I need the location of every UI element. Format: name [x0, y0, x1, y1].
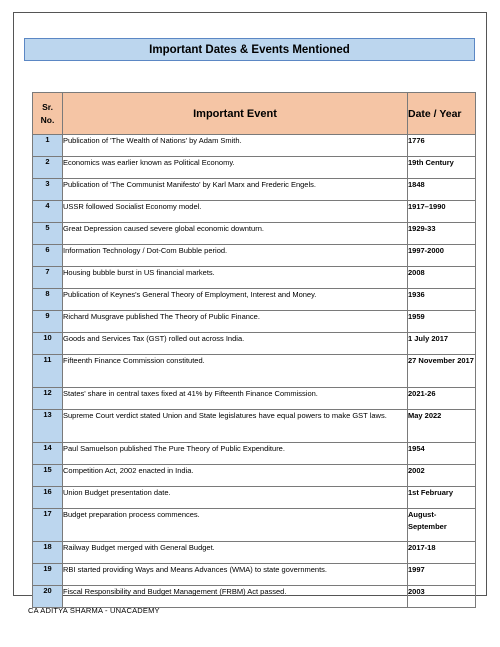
header-important-event: Important Event: [63, 93, 408, 135]
row-sr: 15: [33, 465, 63, 487]
row-date: 2002: [408, 465, 476, 487]
table-row: [33, 333, 476, 355]
row-date: 1 July 2017: [408, 333, 476, 355]
row-event: Supreme Court verdict stated Union and State legislatures have equal powers to make GST laws.: [63, 410, 408, 443]
row-date: 1997-2000: [408, 245, 476, 267]
row-sr: 1: [33, 135, 63, 157]
row-sr: 10: [33, 333, 63, 355]
row-event: Economics was earlier known as Political Economy.: [63, 157, 408, 179]
row-sr: 12: [33, 388, 63, 410]
table-row: [33, 223, 476, 245]
row-event: Publication of 'The Wealth of Nations' by Adam Smith.: [63, 135, 408, 157]
row-event: Railway Budget merged with General Budget.: [63, 542, 408, 564]
row-event: Richard Musgrave published The Theory of Public Finance.: [63, 311, 408, 333]
row-sr: 5: [33, 223, 63, 245]
row-sr: 11: [33, 355, 63, 388]
row-event: Budget preparation process commences.: [63, 509, 408, 542]
row-date: 1954: [408, 443, 476, 465]
row-sr: 14: [33, 443, 63, 465]
table-row: [33, 443, 476, 465]
footer-text: CA ADITYA SHARMA - UNACADEMY: [28, 606, 160, 615]
table-row: [33, 465, 476, 487]
row-event: Competition Act, 2002 enacted in India.: [63, 465, 408, 487]
row-date: 2017-18: [408, 542, 476, 564]
row-date: 1997: [408, 564, 476, 586]
row-event: Goods and Services Tax (GST) rolled out across India.: [63, 333, 408, 355]
row-event: Fifteenth Finance Commission constituted.: [63, 355, 408, 388]
row-sr: 8: [33, 289, 63, 311]
table-row: [33, 245, 476, 267]
row-date: 27 November 2017: [408, 355, 476, 388]
row-sr: 4: [33, 201, 63, 223]
row-date: 1929-33: [408, 223, 476, 245]
table-row: [33, 564, 476, 586]
row-event: Paul Samuelson published The Pure Theory of Public Expenditure.: [63, 443, 408, 465]
row-date: May 2022: [408, 410, 476, 443]
row-date: 1936: [408, 289, 476, 311]
page-title: [24, 38, 475, 61]
row-event: Publication of 'The Communist Manifesto' by Karl Marx and Frederic Engels.: [63, 179, 408, 201]
row-event: Union Budget presentation date.: [63, 487, 408, 509]
header-no-text: No.: [40, 114, 55, 125]
row-sr: 6: [33, 245, 63, 267]
row-event: Information Technology / Dot-Com Bubble period.: [63, 245, 408, 267]
row-event: USSR followed Socialist Economy model.: [63, 201, 408, 223]
table-row: [33, 410, 476, 443]
row-date: 1st February: [408, 487, 476, 509]
row-date: 19th Century: [408, 157, 476, 179]
row-sr: 16: [33, 487, 63, 509]
table-row: [33, 542, 476, 564]
table-row: [33, 179, 476, 201]
row-date: 2003: [408, 586, 476, 608]
events-table: [32, 92, 476, 608]
header-sr-no: [33, 93, 63, 135]
row-date: 1959: [408, 311, 476, 333]
row-date: August-September: [408, 509, 476, 542]
row-event: Publication of Keynes's General Theory of Employment, Interest and Money.: [63, 289, 408, 311]
table-row: [33, 487, 476, 509]
row-event: Fiscal Responsibility and Budget Management (FRBM) Act passed.: [63, 586, 408, 608]
row-sr: 20: [33, 586, 63, 608]
table-header-row: [33, 93, 476, 135]
row-date: 1776: [408, 135, 476, 157]
row-date: 2008: [408, 267, 476, 289]
row-event: RBI started providing Ways and Means Advances (WMA) to state governments.: [63, 564, 408, 586]
table-row: [33, 388, 476, 410]
row-date: 2021-26: [408, 388, 476, 410]
page-title-text: Important Dates & Events Mentioned: [149, 43, 350, 56]
table-row: [33, 509, 476, 542]
row-sr: 17: [33, 509, 63, 542]
row-sr: 9: [33, 311, 63, 333]
row-date: 1917–1990: [408, 201, 476, 223]
table-row: [33, 157, 476, 179]
table-row: [33, 311, 476, 333]
table-row: [33, 289, 476, 311]
row-sr: 13: [33, 410, 63, 443]
row-event: Great Depression caused severe global economic downturn.: [63, 223, 408, 245]
row-sr: 18: [33, 542, 63, 564]
row-sr: 7: [33, 267, 63, 289]
row-sr: 2: [33, 157, 63, 179]
table-row: [33, 201, 476, 223]
header-sr-text: Sr.: [42, 101, 53, 112]
table-row: [33, 586, 476, 608]
table-row: [33, 355, 476, 388]
table-row: [33, 135, 476, 157]
row-date: 1848: [408, 179, 476, 201]
row-event: Housing bubble burst in US financial markets.: [63, 267, 408, 289]
row-event: States' share in central taxes fixed at 41% by Fifteenth Finance Commission.: [63, 388, 408, 410]
row-sr: 3: [33, 179, 63, 201]
header-date-year: Date / Year: [408, 93, 476, 135]
row-sr: 19: [33, 564, 63, 586]
table-row: [33, 267, 476, 289]
